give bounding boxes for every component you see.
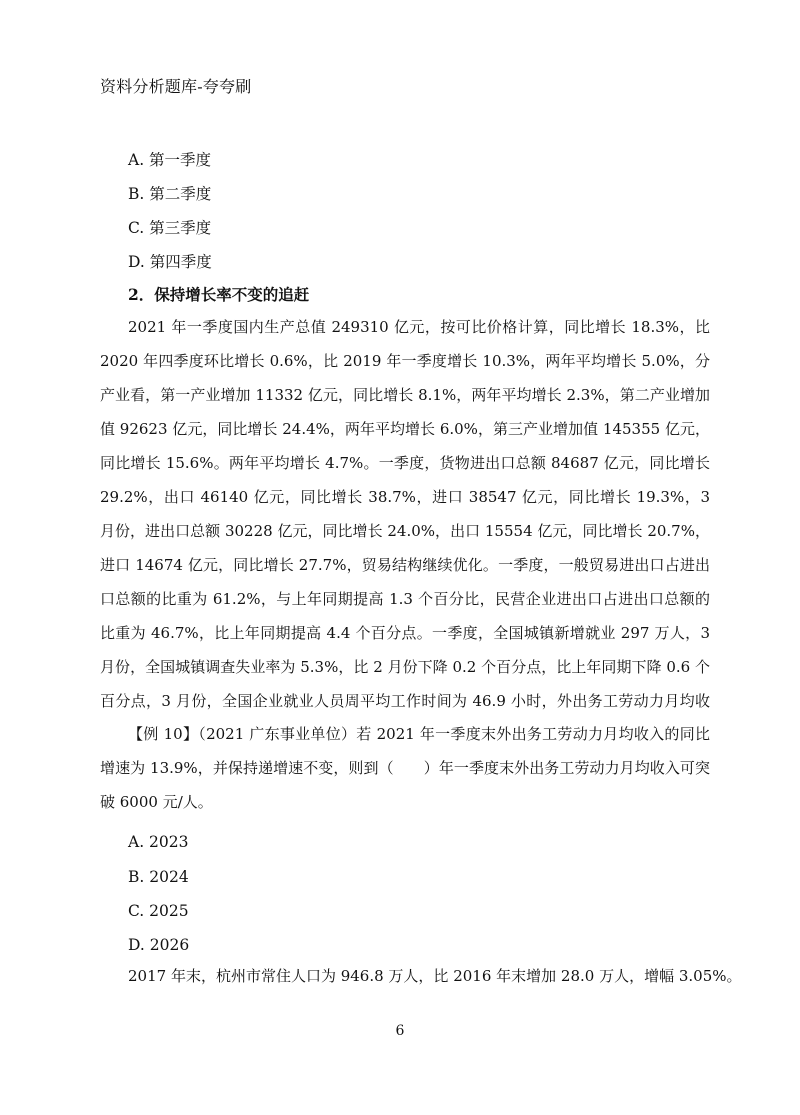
- answer-option-b: B. 2024: [128, 868, 189, 886]
- page-header: 资料分析题库-夸夸刷: [100, 77, 252, 96]
- answer-option-d: D. 2026: [128, 936, 190, 954]
- page-number: 6: [395, 1023, 405, 1039]
- option-d: D. 第四季度: [128, 253, 212, 271]
- option-b: B. 第二季度: [128, 185, 212, 203]
- last-paragraph: 2017 年末，杭州市常住人口为 946.8 万人，比 2016 年末增加 28.0 万人，增幅 3.05%。: [128, 967, 742, 985]
- section-heading: 2．保持增长率不变的追赶: [128, 285, 310, 304]
- data-paragraph: 2021 年一季度国内生产总值 249310 亿元，按可比价格计算，同比增长 18.3%，比 2020 年四季度环比增长 0.6%，比 2019 年一季度增长 10.3%，两年平均增长 5.0%，分产业看，第一产业增加 11332 亿元，同比增长 8.1%，两年平均增长 2.3%，第二产业增加值 92623 亿元，同比增长 24.4%，两年平均增长 6.0%，第三产业增加值 145355 亿元，同比增长 15.6%。两年平均增长 4.7%。一季度，货物进出口总额 84687 亿元，同比增长 29.2%，出口 46140 亿元，同比增长 38.7%，进口 38547 亿元，同比增长 19.3%，3 月份，进出口总额 30228 亿元，同比增长 24.0%，出口 15554 亿元，同比增长 20.7%，进口 14674 亿元，同比增长 27.7%，贸易结构继续优化。一季度，一般贸易进出口占进出口总额的比重为 61.2%，与上年同期提高 1.3 个百分比，民营企业进出口占进出口总额的比重为 46.7%，比上年同期提高 4.4 个百分点。一季度，全国城镇新增就业 297 万人，3 月份，全国城镇调查失业率为 5.3%，比 2 月份下降 0.2 个百分点，比上年同期下降 0.6 个百分点，3 月份，全国企业就业人员周平均工作时间为 46.9 小时，外出务工劳动力月均收: [100, 318, 710, 710]
- option-a: A. 第一季度: [128, 151, 212, 169]
- example-question: 【例 10】（2021 广东事业单位）若 2021 年一季度末外出务工劳动力月均收入的同比增速为 13.9%，并保持递增速不变，则到（ ）年一季度末外出务工劳动力月均收入可突破 6000 元/人。: [100, 725, 710, 811]
- answer-option-c: C. 2025: [128, 902, 189, 920]
- option-c: C. 第三季度: [128, 219, 212, 237]
- answer-option-a: A. 2023: [128, 833, 189, 851]
